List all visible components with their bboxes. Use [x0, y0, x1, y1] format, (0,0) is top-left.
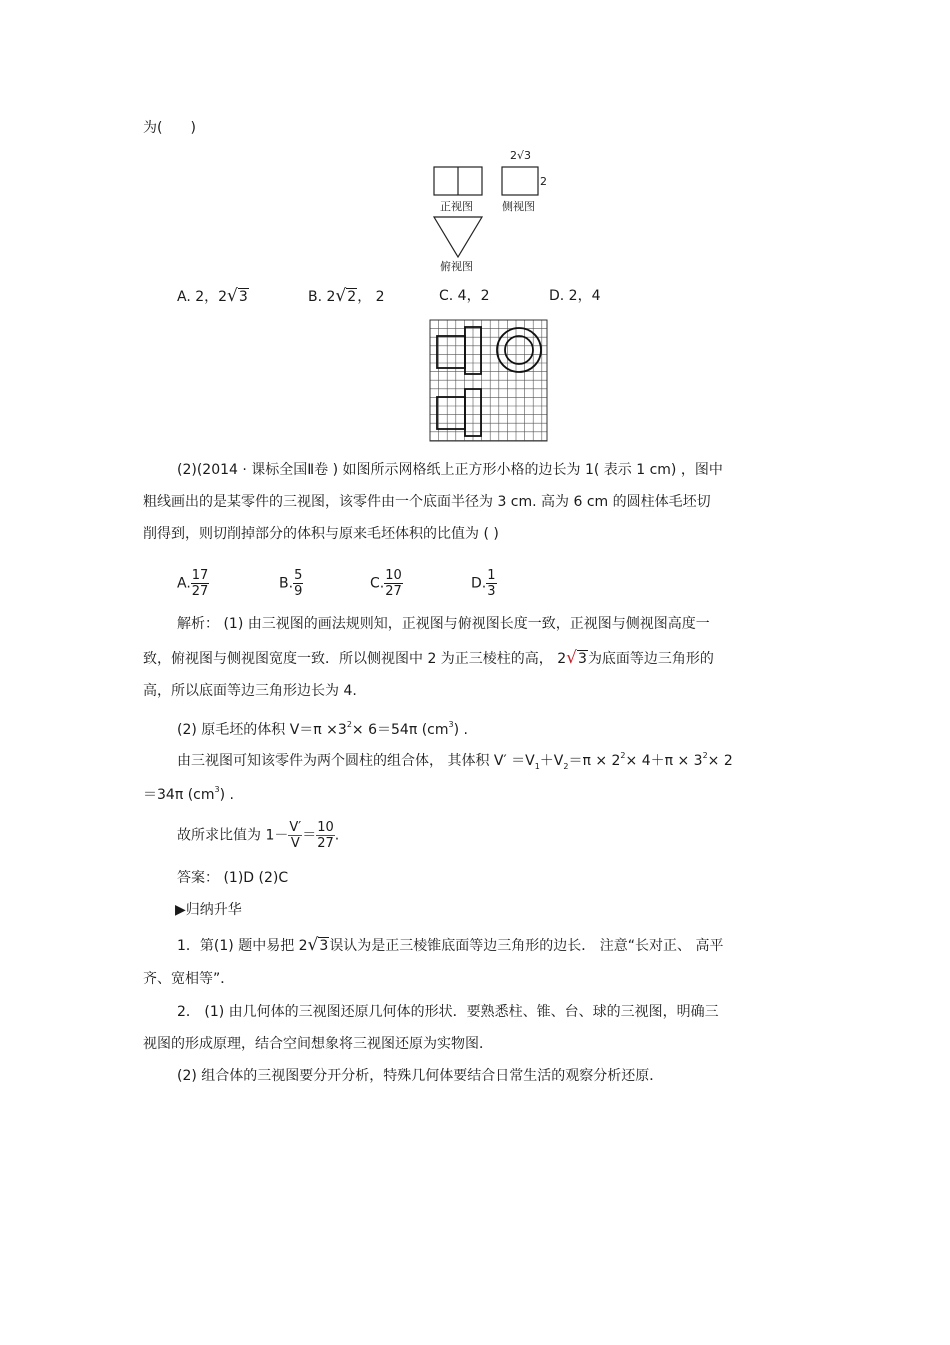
q2-option-d: D. $\frac{1}{3}$	[471, 568, 496, 599]
side-height-label: 2	[540, 175, 547, 188]
grid-three-view-figure	[429, 319, 549, 443]
summary-point-2-cont: 视图的形成原理，结合空间想象将三视图还原为实物图．	[143, 1036, 493, 1052]
q2-line-2: 粗线画出的是某零件的三视图，该零件由一个底面半径为 3 cm. 高为 6 cm 的圆柱体毛坯切	[143, 494, 711, 510]
solution-line-2: 致，俯视图与侧视图宽度一致．所以侧视图中 2 为正三棱柱的高， 2√3为底面等边三角形的	[143, 648, 714, 668]
summary-heading: ▶归纳升华	[175, 902, 242, 918]
solution-line-5: 由三视图可知该零件为两个圆柱的组合体， 其体积 $V' =V_1+V_2=\pi \times 2^2\times 4+\pi \times 3^2\times 2$	[177, 751, 733, 771]
top-view-triangle	[434, 217, 482, 257]
option-c: C. 4，2	[439, 288, 490, 304]
top-view-caption: 俯视图	[440, 260, 473, 273]
q2-line-3: 削得到，则切削掉部分的体积与原来毛坯体积的比值为 ( )	[143, 526, 499, 542]
q2-option-b: B. $\frac{5}{9}$	[279, 568, 303, 599]
side-view-outer-circle	[497, 328, 541, 372]
side-view-rect	[502, 167, 538, 195]
summary-point-1-cont: 齐、宽相等”．	[143, 971, 235, 987]
solution-line-1: 解析： (1) 由三视图的画法规则知，正视图与俯视图长度一致，正视图与侧视图高度一	[177, 616, 710, 632]
option-b: B. 2√2， 2	[308, 286, 385, 306]
front-view-caption: 正视图	[440, 200, 473, 213]
summary-point-2: 2． (1) 由几何体的三视图还原几何体的形状．要熟悉柱、锥、台、球的三视图，明确三	[177, 1004, 719, 1020]
question-tail: 为( )	[143, 120, 196, 136]
side-view-caption: 侧视图	[502, 200, 535, 213]
side-width-label: 2√3	[510, 149, 532, 162]
triangle-bullet-icon: ▶	[175, 902, 186, 918]
summary-point-3: (2) 组合体的三视图要分开分析，特殊几何体要结合日常生活的观察分析还原．	[177, 1068, 664, 1084]
summary-point-1: 1．第(1) 题中易把 2√3误认为是正三棱锥底面等边三角形的边长． 注意“长对正、 高平	[177, 935, 724, 955]
answer-line: 答案： (1)D (2)C	[177, 870, 289, 886]
q2-option-a: A. $\frac{17}{27}$	[177, 568, 209, 599]
q2-option-c: C. $\frac{10}{27}$	[370, 568, 402, 599]
solution-line-4: (2) 原毛坯的体积 $V=\pi \times 3^2\times 6=54\pi$ $(cm^3)$ .	[177, 720, 468, 738]
q2-line-1: (2)(2014 · 课标全国Ⅱ卷 ) 如图所示网格纸上正方形小格的边长为 1( 表示 1 cm) ，图中	[177, 462, 723, 478]
solution-line-3: 高，所以底面等边三角形边长为 4.	[143, 683, 357, 699]
side-view-inner-circle	[505, 336, 533, 364]
solution-line-7: 故所求比值为 1－ $\frac{V'}{V}$ ＝ $\frac{10}{27}$ .	[177, 820, 340, 851]
option-a: A. 2，2√3	[177, 286, 248, 306]
top-view-small-rect	[437, 397, 465, 429]
solution-line-6: ＝34π $(cm^3)$ .	[143, 785, 234, 803]
option-d: D. 2，4	[549, 288, 601, 304]
